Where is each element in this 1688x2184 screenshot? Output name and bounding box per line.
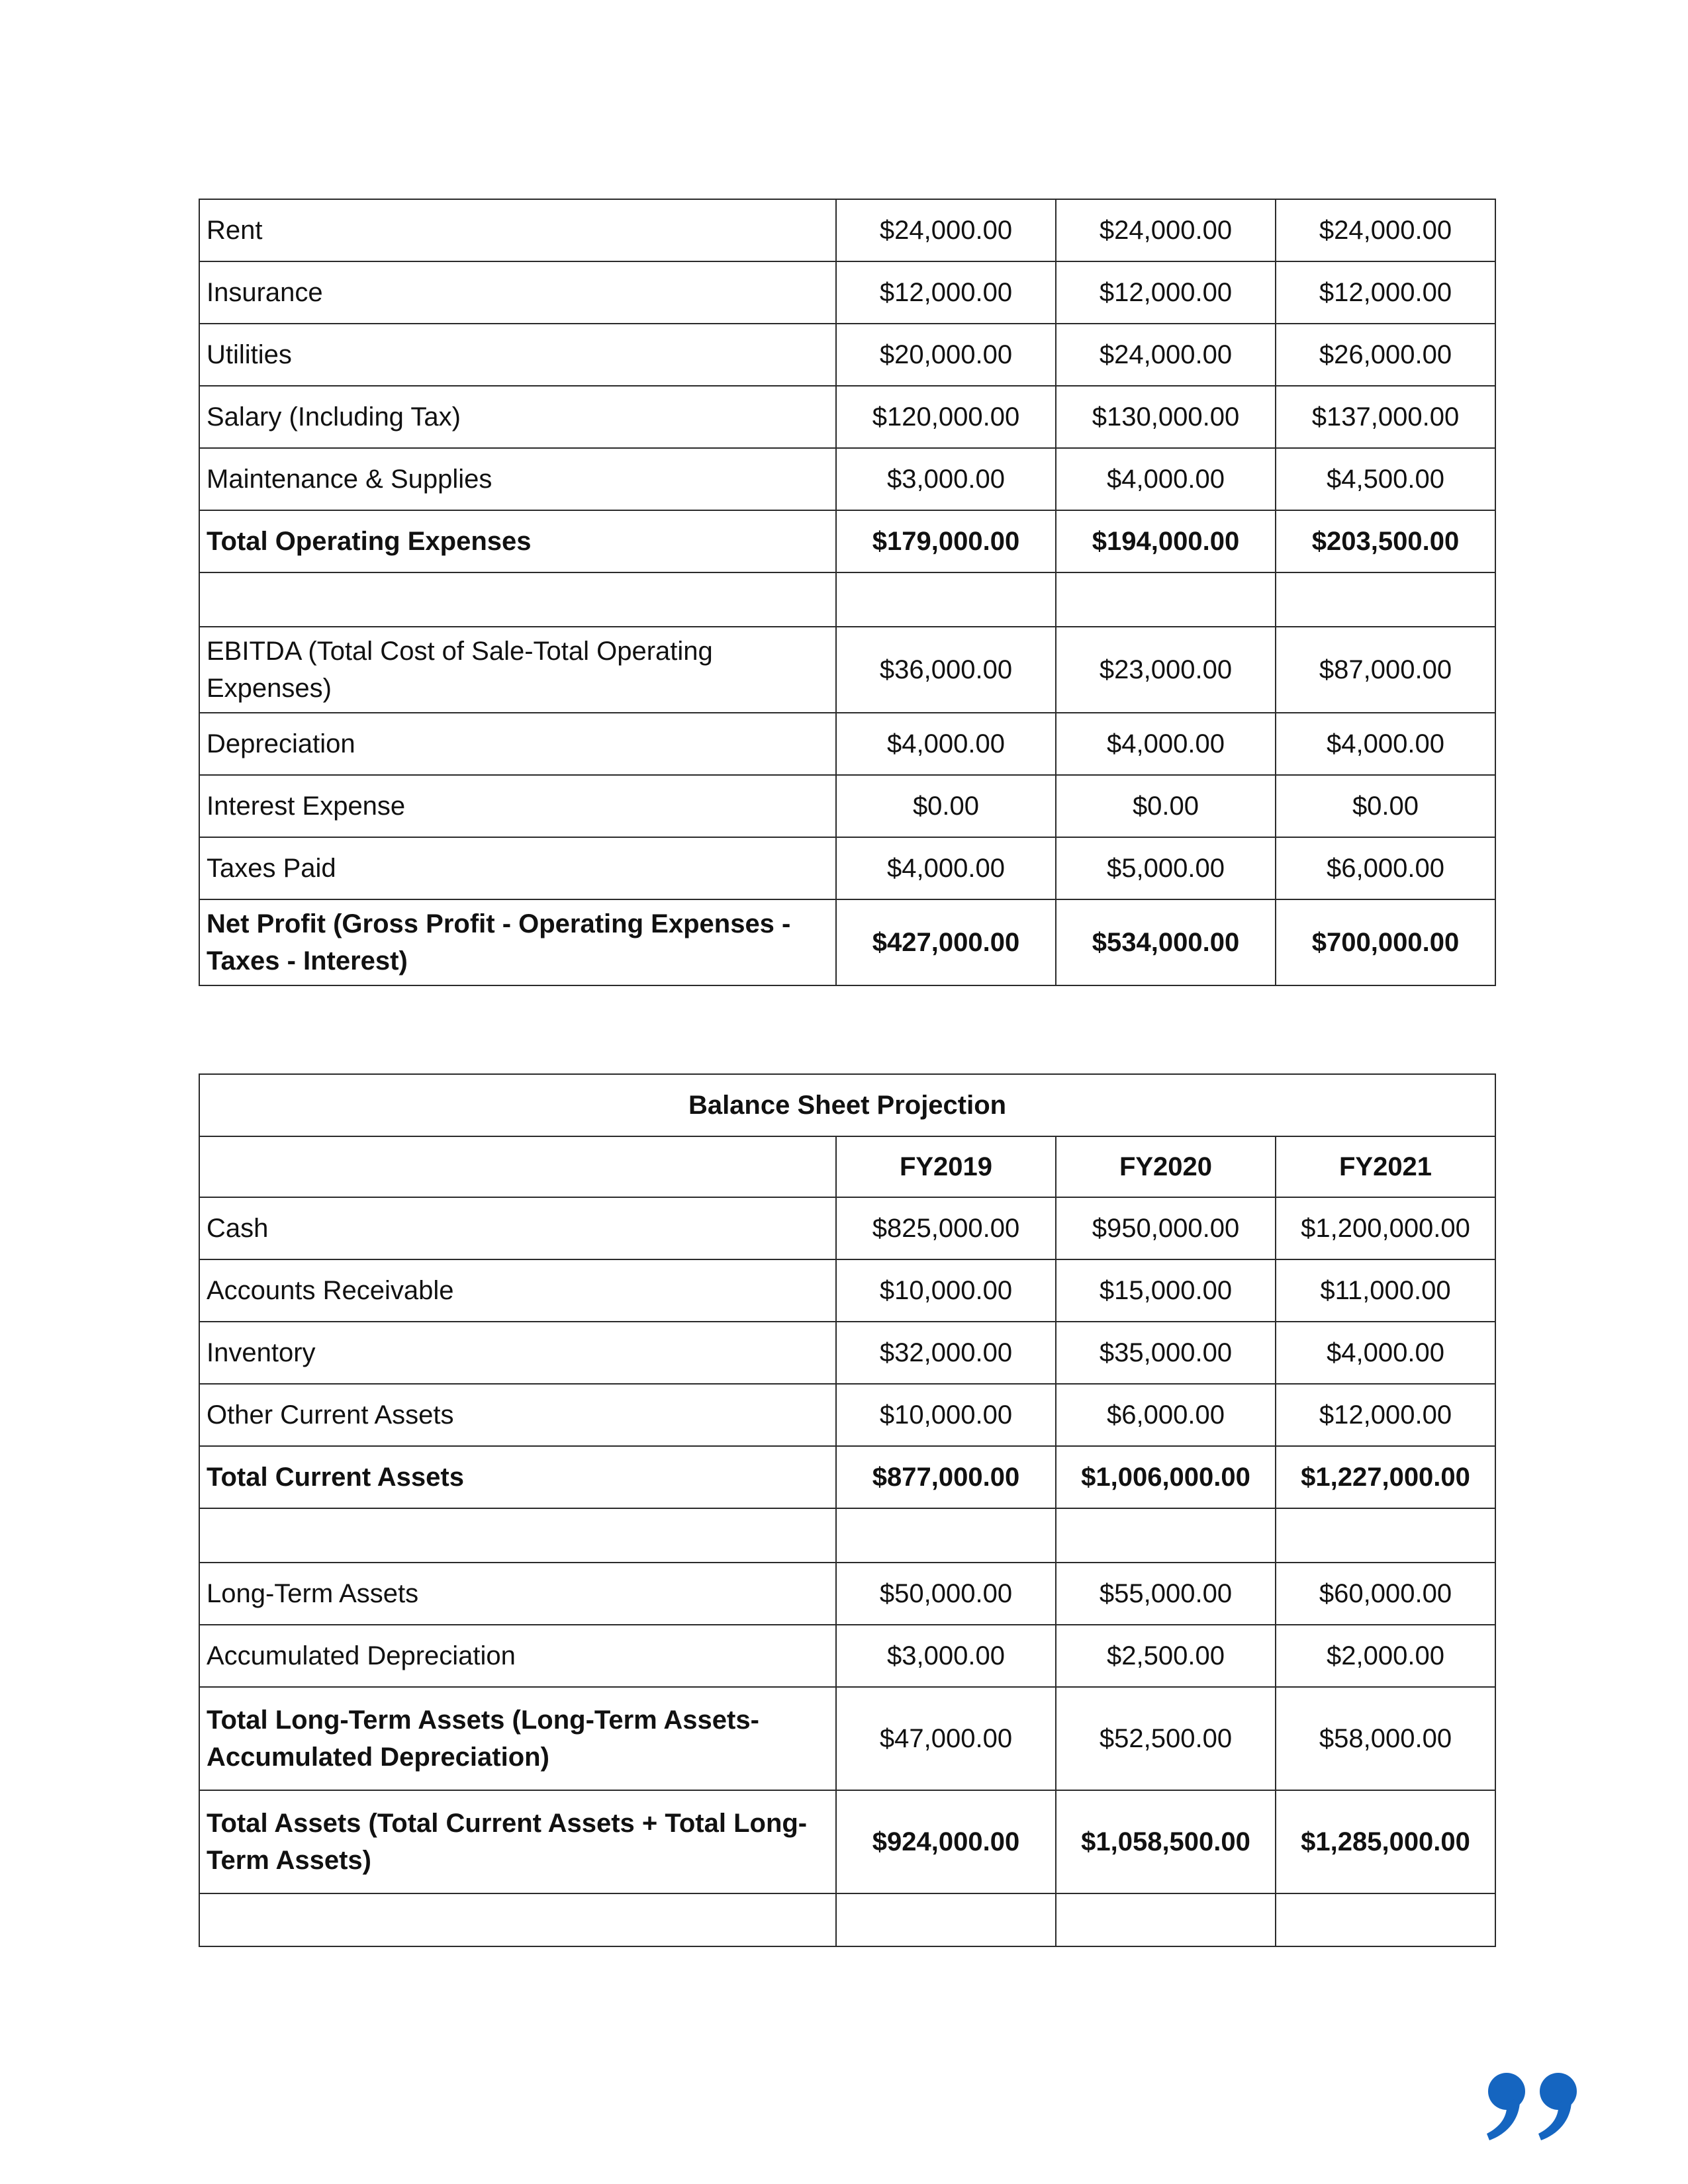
empty-cell (1276, 1893, 1495, 1946)
table-row (199, 199, 1495, 261)
table-row (199, 775, 1495, 837)
row-label: Total Current Assets (199, 1446, 836, 1508)
empty-cell (1056, 572, 1276, 627)
empty-cell (199, 572, 836, 627)
empty-cell (1276, 1508, 1495, 1563)
value-cell: $950,000.00 (1056, 1197, 1276, 1259)
table-row (199, 627, 1495, 713)
value-cell: $924,000.00 (836, 1790, 1056, 1893)
value-cell: $0.00 (1056, 775, 1276, 837)
value-cell: $1,285,000.00 (1276, 1790, 1495, 1893)
value-cell: $12,000.00 (1276, 261, 1495, 324)
value-cell: $58,000.00 (1276, 1687, 1495, 1790)
row-label: Total Assets (Total Current Assets + Total Long-Term Assets) (199, 1790, 836, 1893)
total-row (199, 1790, 1495, 1893)
value-cell: $700,000.00 (1276, 899, 1495, 985)
empty-cell (199, 1893, 836, 1946)
value-cell: $4,500.00 (1276, 448, 1495, 510)
row-label: Insurance (199, 261, 836, 324)
value-cell: $194,000.00 (1056, 510, 1276, 572)
value-cell: $5,000.00 (1056, 837, 1276, 899)
value-cell: $427,000.00 (836, 899, 1056, 985)
value-cell: $11,000.00 (1276, 1259, 1495, 1322)
row-label: Long-Term Assets (199, 1563, 836, 1625)
income-statement-table (199, 199, 1496, 986)
table-row (199, 386, 1495, 448)
table-row (199, 1197, 1495, 1259)
value-cell: $47,000.00 (836, 1687, 1056, 1790)
table-row (199, 448, 1495, 510)
value-cell: $4,000.00 (1276, 1322, 1495, 1384)
row-label: Other Current Assets (199, 1384, 836, 1446)
table-row (199, 1625, 1495, 1687)
value-cell: $2,500.00 (1056, 1625, 1276, 1687)
table-title-row (199, 1074, 1495, 1136)
value-cell: $877,000.00 (836, 1446, 1056, 1508)
value-cell: $55,000.00 (1056, 1563, 1276, 1625)
balance-sheet-body (199, 1074, 1495, 1946)
empty-cell (1056, 1893, 1276, 1946)
value-cell: $4,000.00 (1056, 448, 1276, 510)
value-cell: $24,000.00 (1056, 199, 1276, 261)
value-cell: $120,000.00 (836, 386, 1056, 448)
column-header: FY2019 (836, 1136, 1056, 1197)
value-cell: $4,000.00 (836, 837, 1056, 899)
table-row (199, 324, 1495, 386)
spacer-row (199, 1893, 1495, 1946)
value-cell: $6,000.00 (1276, 837, 1495, 899)
table-row (199, 1322, 1495, 1384)
total-row (199, 1446, 1495, 1508)
income-statement-body (199, 199, 1495, 985)
value-cell: $137,000.00 (1276, 386, 1495, 448)
value-cell: $12,000.00 (1056, 261, 1276, 324)
row-label: Cash (199, 1197, 836, 1259)
value-cell: $23,000.00 (1056, 627, 1276, 713)
value-cell: $20,000.00 (836, 324, 1056, 386)
empty-cell (1276, 572, 1495, 627)
value-cell: $0.00 (836, 775, 1056, 837)
table-row (199, 1259, 1495, 1322)
row-label: Maintenance & Supplies (199, 448, 836, 510)
total-row (199, 899, 1495, 985)
row-label: Depreciation (199, 713, 836, 775)
balance-sheet-table (199, 1073, 1496, 1947)
value-cell: $10,000.00 (836, 1384, 1056, 1446)
table-title: Balance Sheet Projection (199, 1074, 1495, 1136)
value-cell: $4,000.00 (836, 713, 1056, 775)
total-row (199, 510, 1495, 572)
row-label: Salary (Including Tax) (199, 386, 836, 448)
value-cell: $1,006,000.00 (1056, 1446, 1276, 1508)
value-cell: $52,500.00 (1056, 1687, 1276, 1790)
row-label: Utilities (199, 324, 836, 386)
value-cell: $12,000.00 (1276, 1384, 1495, 1446)
row-label: Interest Expense (199, 775, 836, 837)
value-cell: $24,000.00 (836, 199, 1056, 261)
value-cell: $87,000.00 (1276, 627, 1495, 713)
row-label: Net Profit (Gross Profit - Operating Expenses - Taxes - Interest) (199, 899, 836, 985)
value-cell: $15,000.00 (1056, 1259, 1276, 1322)
row-label: Total Long-Term Assets (Long-Term Assets-Accumulated Depreciation) (199, 1687, 836, 1790)
value-cell: $12,000.00 (836, 261, 1056, 324)
value-cell: $24,000.00 (1056, 324, 1276, 386)
header-row (199, 1136, 1495, 1197)
row-label: Accounts Receivable (199, 1259, 836, 1322)
value-cell: $10,000.00 (836, 1259, 1056, 1322)
spacer-row (199, 1508, 1495, 1563)
table-row (199, 261, 1495, 324)
row-label: Taxes Paid (199, 837, 836, 899)
empty-cell (836, 572, 1056, 627)
row-label: Total Operating Expenses (199, 510, 836, 572)
row-label: EBITDA (Total Cost of Sale-Total Operating Expenses) (199, 627, 836, 713)
value-cell: $36,000.00 (836, 627, 1056, 713)
table-row (199, 1687, 1495, 1790)
value-cell: $1,227,000.00 (1276, 1446, 1495, 1508)
value-cell: $60,000.00 (1276, 1563, 1495, 1625)
spacer-row (199, 572, 1495, 627)
table-row (199, 1384, 1495, 1446)
value-cell: $0.00 (1276, 775, 1495, 837)
value-cell: $1,200,000.00 (1276, 1197, 1495, 1259)
value-cell: $1,058,500.00 (1056, 1790, 1276, 1893)
value-cell: $32,000.00 (836, 1322, 1056, 1384)
value-cell: $26,000.00 (1276, 324, 1495, 386)
value-cell: $3,000.00 (836, 448, 1056, 510)
row-label: Inventory (199, 1322, 836, 1384)
column-header: FY2020 (1056, 1136, 1276, 1197)
table-row (199, 1563, 1495, 1625)
value-cell: $3,000.00 (836, 1625, 1056, 1687)
empty-cell (199, 1508, 836, 1563)
table-row (199, 837, 1495, 899)
value-cell: $130,000.00 (1056, 386, 1276, 448)
value-cell: $50,000.00 (836, 1563, 1056, 1625)
row-label: Accumulated Depreciation (199, 1625, 836, 1687)
table-row (199, 713, 1495, 775)
value-cell: $179,000.00 (836, 510, 1056, 572)
value-cell: $4,000.00 (1056, 713, 1276, 775)
empty-cell (199, 1136, 836, 1197)
empty-cell (1056, 1508, 1276, 1563)
empty-cell (836, 1893, 1056, 1946)
value-cell: $24,000.00 (1276, 199, 1495, 261)
value-cell: $2,000.00 (1276, 1625, 1495, 1687)
value-cell: $825,000.00 (836, 1197, 1056, 1259)
value-cell: $534,000.00 (1056, 899, 1276, 985)
quote-glyph (1487, 2073, 1577, 2140)
value-cell: $35,000.00 (1056, 1322, 1276, 1384)
value-cell: $203,500.00 (1276, 510, 1495, 572)
value-cell: $6,000.00 (1056, 1384, 1276, 1446)
closing-double-quote-icon (1483, 2070, 1589, 2143)
column-header: FY2021 (1276, 1136, 1495, 1197)
row-label: Rent (199, 199, 836, 261)
empty-cell (836, 1508, 1056, 1563)
value-cell: $4,000.00 (1276, 713, 1495, 775)
